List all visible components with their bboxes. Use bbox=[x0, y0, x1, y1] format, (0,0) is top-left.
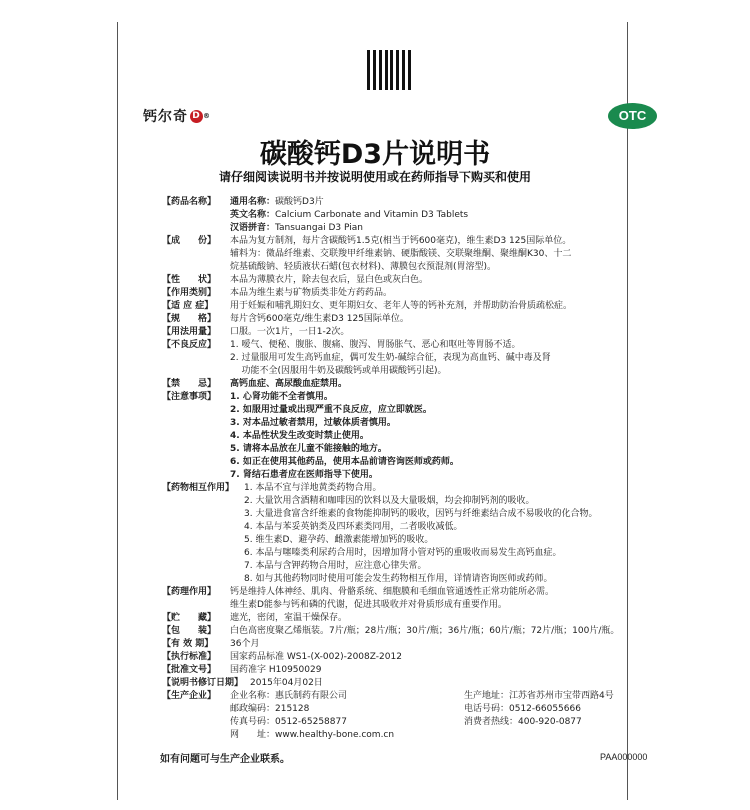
text-line: 6. 本品与噻嗪类利尿药合用时，因增加肾小管对钙的重吸收而易发生高钙血症。 bbox=[244, 548, 562, 558]
text-line: 1. 嗳气、便秘、腹胀、腹痛、腹泻、胃肠胀气、恶心和呕吐等胃肠不适。 bbox=[230, 340, 521, 350]
text-line: 烷基硫酸钠、轻质液状石蜡(包衣材料)、薄膜包衣预混剂(胃溶型)。 bbox=[230, 262, 497, 272]
text-line: 本品为维生素与矿物质类非处方药药品。 bbox=[230, 288, 393, 298]
section-standard bbox=[162, 651, 662, 664]
section-label: 【药品名称】 bbox=[162, 197, 217, 207]
section-interaction bbox=[162, 482, 662, 586]
website: 网 址：www.healthy-bone.com.cn bbox=[230, 730, 395, 740]
text-line: 4. 本品与苯妥英钠类及四环素类同用，二者吸收减低。 bbox=[244, 522, 463, 532]
section-label: 【性 状】 bbox=[162, 275, 217, 285]
text-line: 每片含钙600毫克/维生素D3 125国际单位。 bbox=[230, 314, 409, 324]
section-spec bbox=[162, 313, 662, 326]
text-line: 本品为薄膜衣片，除去包衣后，显白色或灰白色。 bbox=[230, 275, 429, 285]
section-contra bbox=[162, 378, 662, 391]
section-label: 【药物相互作用】 bbox=[162, 483, 235, 493]
english-key: 英文名称： bbox=[230, 210, 276, 220]
text-line: 功能不全(因服用牛奶及碳酸钙或单用碳酸钙引起)。 bbox=[230, 366, 447, 376]
generic-val: 碳酸钙D3片 bbox=[275, 197, 324, 207]
section-pharmacology bbox=[162, 586, 662, 612]
company-name: 企业名称：惠氏制药有限公司 bbox=[230, 691, 348, 701]
text-line: 2. 过量服用可发生高钙血症，偶可发生奶-碱综合征，表现为高血钙、碱中毒及肾 bbox=[230, 353, 551, 363]
text-line: 7. 本品与含钾药物合用时，应注意心律失常。 bbox=[244, 561, 427, 571]
section-appearance bbox=[162, 274, 662, 287]
section-name bbox=[162, 196, 662, 235]
text-line: 1. 本品不宜与洋地黄类药物合用。 bbox=[244, 483, 382, 493]
section-label: 【用法用量】 bbox=[162, 327, 217, 337]
text-line: 维生素D能参与钙和磷的代谢，促进其吸收并对骨质形成有重要作用。 bbox=[230, 600, 507, 610]
brand-logo bbox=[143, 106, 211, 126]
text-line: 6. 如正在使用其他药品，使用本品前请咨询医师或药师。 bbox=[230, 457, 459, 467]
text-line: 国家药品标准 WS1-(X-002)-2008Z-2012 bbox=[230, 652, 402, 662]
section-package bbox=[162, 625, 662, 638]
text-line: 5. 维生素D、避孕药、雌激素能增加钙的吸收。 bbox=[244, 535, 434, 545]
text-line: 钙是维持人体神经、肌肉、骨骼系统、细胞膜和毛细血管通透性正常功能所必需。 bbox=[230, 587, 555, 597]
text-line: 用于妊娠和哺乳期妇女、更年期妇女、老年人等的钙补充剂，并帮助防治骨质疏松症。 bbox=[230, 301, 573, 311]
brand-mark: D bbox=[190, 110, 203, 123]
text-line: 口服。一次1片，一日1-2次。 bbox=[230, 327, 350, 337]
phone-number: 电话号码：0512-66055666 bbox=[464, 704, 581, 714]
section-label: 【注意事项】 bbox=[162, 392, 217, 402]
text-line: 本品为复方制剂，每片含碳酸钙1.5克(相当于钙600毫克)，维生素D3 125国际单位。 bbox=[230, 236, 572, 246]
section-label: 【规 格】 bbox=[162, 314, 217, 324]
text-line: 7. 肾结石患者应在医师指导下使用。 bbox=[230, 470, 378, 480]
section-label: 【说明书修订日期】 bbox=[162, 678, 244, 688]
company-address: 生产地址：江苏省苏州市宝带西路4号 bbox=[464, 691, 614, 701]
text-line: 遮光，密闭，室温干燥保存。 bbox=[230, 613, 348, 623]
barcode bbox=[367, 50, 411, 90]
section-label: 【生产企业】 bbox=[162, 691, 217, 701]
text-line: 2. 大量饮用含酒精和咖啡因的饮料以及大量吸烟，均会抑制钙剂的吸收。 bbox=[244, 496, 535, 506]
section-label: 【批准文号】 bbox=[162, 665, 217, 675]
text-line: 白色高密度聚乙烯瓶装。7片/瓶；28片/瓶；30片/瓶；36片/瓶；60片/瓶；72片/瓶；100片/瓶。 bbox=[230, 626, 620, 636]
fax-number: 传真号码：0512-65258877 bbox=[230, 717, 347, 727]
text-line: 5. 请将本品放在儿童不能接触的地方。 bbox=[230, 444, 387, 454]
generic-key: 通用名称： bbox=[230, 197, 276, 207]
document-subtitle: 请仔细阅读说明书并按说明使用或在药师指导下购买和使用 bbox=[218, 170, 531, 184]
consumer-hotline: 消费者热线：400-920-0877 bbox=[464, 717, 582, 727]
section-label: 【有 效 期】 bbox=[162, 639, 214, 649]
text-line: 国药准字 H10950029 bbox=[230, 665, 322, 675]
text-line: 2015年04月02日 bbox=[250, 678, 323, 688]
section-adverse bbox=[162, 339, 662, 378]
text-line: 8. 如与其他药物同时使用可能会发生药物相互作用，详情请咨询医师或药师。 bbox=[244, 574, 553, 584]
section-label: 【执行标准】 bbox=[162, 652, 217, 662]
text-line: 3. 对本品过敏者禁用，过敏体质者慎用。 bbox=[230, 418, 396, 428]
section-approval bbox=[162, 664, 662, 677]
text-line: 1. 心肾功能不全者慎用。 bbox=[230, 392, 333, 402]
footer-note: 如有问题可与生产企业联系。 bbox=[160, 754, 290, 765]
section-caution bbox=[162, 391, 662, 482]
text-line: 2. 如服用过量或出现严重不良反应，应立即就医。 bbox=[230, 405, 432, 415]
text-line: 辅料为：微晶纤维素、交联羧甲纤维素钠、硬脂酸镁、交联聚维酮、聚维酮K30、十二 bbox=[230, 249, 572, 259]
section-label: 【成 份】 bbox=[162, 236, 217, 246]
section-label: 【贮 藏】 bbox=[162, 613, 217, 623]
pinyin-key: 汉语拼音： bbox=[230, 223, 276, 233]
postcode: 邮政编码：215128 bbox=[230, 704, 310, 714]
section-label: 【不良反应】 bbox=[162, 340, 217, 350]
document-code: PAA000000 bbox=[600, 752, 648, 762]
section-storage bbox=[162, 612, 662, 625]
pinyin-val: Tansuangai D3 Pian bbox=[275, 223, 363, 233]
document-title: 碳酸钙D3片说明书 bbox=[259, 139, 491, 170]
section-label: 【包 装】 bbox=[162, 626, 217, 636]
text-line: 36个月 bbox=[230, 639, 260, 649]
section-indication bbox=[162, 300, 662, 313]
brand-name: 钙尔奇 bbox=[143, 109, 188, 125]
section-manufacturer bbox=[162, 690, 662, 742]
text-line: 3. 大量进食富含纤维素的食物能抑制钙的吸收，因钙与纤维素结合成不易吸收的化合物。 bbox=[244, 509, 598, 519]
section-composition bbox=[162, 235, 662, 274]
english-val: Calcium Carbonate and Vitamin D3 Tablets bbox=[275, 210, 469, 220]
section-label: 【禁 忌】 bbox=[162, 379, 217, 389]
text-line: 4. 本品性状发生改变时禁止使用。 bbox=[230, 431, 369, 441]
section-category bbox=[162, 287, 662, 300]
section-label: 【作用类别】 bbox=[162, 288, 217, 298]
otc-badge: OTC bbox=[608, 103, 657, 129]
brand-reg: ® bbox=[203, 112, 211, 120]
text-line: 高钙血症、高尿酸血症禁用。 bbox=[230, 379, 348, 389]
section-revision bbox=[162, 677, 662, 690]
section-label: 【适 应 症】 bbox=[162, 301, 214, 311]
section-dosage bbox=[162, 326, 662, 339]
section-validity bbox=[162, 638, 662, 651]
section-label: 【药理作用】 bbox=[162, 587, 217, 597]
